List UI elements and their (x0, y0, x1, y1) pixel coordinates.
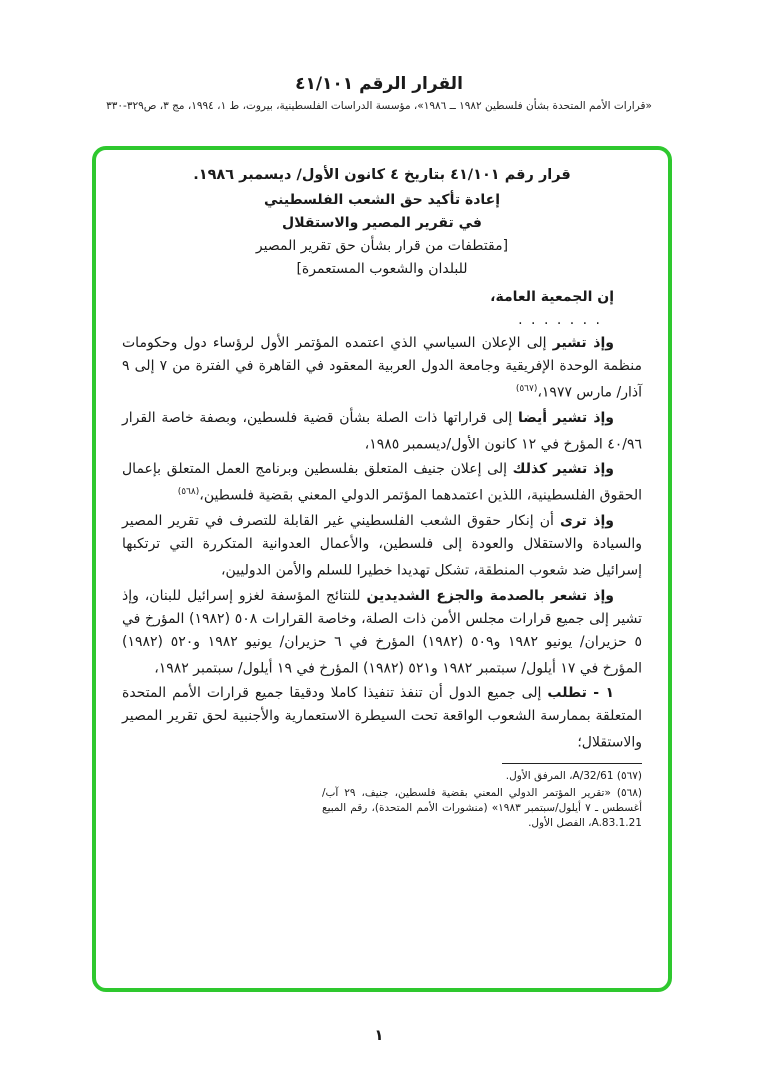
footnote-text: «تقرير المؤتمر الدولي المعني بقضية فلسطين، جنيف، ٢٩ آب/ أغسطس ـ ٧ أيلول/سبتمبر ١٩٨٣» (منشورات الأمم المتحدة)، رقم المبيع A.83.1.21، الفصل الأول. (322, 786, 642, 829)
resolution-heading: قرار رقم ٤١/١٠١ بتاريخ ٤ كانون الأول/ ديسمبر ١٩٨٦. (193, 167, 571, 183)
footnote-2 (322, 786, 642, 831)
paragraph-lead: وإذ تشير كذلك (512, 461, 614, 478)
preamble-paragraph-1 (122, 332, 642, 405)
paragraph-body: أن إنكار حقوق الشعب الفلسطيني غير القابلة للتصرف في تقرير المصير والسيادة والاستقلال والعودة إلى فلسطين، والأعمال العدوانية المتكررة التي ترتكبها إسرائيل ضد شعوب المنطقة، تشكل تهديدا خطيرا للسلم والأمن الدوليين، (122, 512, 642, 579)
bracket-note-line1: [مقتطفات من قرار بشأن حق تقرير المصير (255, 238, 509, 254)
paragraph-lead: وإذ تشعر بالصدمة والجزع الشديدين (366, 587, 614, 604)
resolution-title-line1: إعادة تأكيد حق الشعب الفلسطيني (263, 192, 501, 208)
preamble-paragraph-4 (122, 510, 642, 583)
bracket-note-line2: للبلدان والشعوب المستعمرة] (296, 261, 468, 277)
footnote-text: A/32/61، المرفق الأول. (505, 769, 614, 782)
resolution-number-title: القرار الرقم ٤١/١٠١ (295, 74, 463, 94)
footnotes-section (322, 769, 642, 831)
preamble-paragraph-5 (122, 585, 642, 681)
paragraph-lead: وإذ تشير (552, 335, 614, 351)
paragraph-body: إلى الإعلان السياسي الذي اعتمده المؤتمر الأول لرؤساء دول وحكومات منظمة الوحدة الإفريقية وجامعة الدول العربية المعقود في القاهرة في الفترة من ٧ إلى ٩ آذار/ مارس ١٩٧٧، (122, 335, 642, 401)
preamble-opening: إن الجمعية العامة، (490, 289, 614, 305)
paragraph-body: إلى قراراتها ذات الصلة بشأن قضية فلسطين، وبصفة خاصة القرار ٤٠/٩٦ المؤرخ في ١٢ كانون الأول/ديسمبر ١٩٨٥، (122, 409, 642, 453)
paragraph-lead: وإذ ترى (560, 512, 614, 529)
preamble-paragraph-3 (122, 458, 642, 508)
resolution-title-line2: في تقرير المصير والاستقلال (282, 215, 482, 231)
paragraph-body: للنتائج المؤسفة لغزو إسرائيل للبنان، وإذ تشير إلى جميع قرارات مجلس الأمن ذات الصلة، وخاصة القرارات ٥٠٨ (١٩٨٢) المؤرخ في ٥ حزيران/ يونيو ١٩٨٢ و٥٠٩ (١٩٨٢) المؤرخ في ٦ حزيران/ يونيو ١٩٨٢ و٥٢٠ (١٩٨٢) المؤرخ في ١٧ أيلول/ سبتمبر ١٩٨٢ و٥٢١ (١٩٨٢) المؤرخ في ١٩ أيلول/ سبتمبر ١٩٨٢، (122, 587, 642, 677)
footnote-ref: (٥٦٧) (515, 384, 538, 394)
paragraph-body: إلى إعلان جنيف المتعلق بفلسطين وبرنامج العمل المتعلق بإعمال الحقوق الفلسطينية، اللذين اعتمدهما المؤتمر الدولي المعني بقضية فلسطين، (122, 461, 642, 504)
page-number: ١ (374, 1026, 384, 1044)
preamble-paragraph-2 (122, 407, 642, 457)
ellipsis-dots: . . . . . . . (518, 312, 602, 328)
footnote-marker: (٥٦٨) (616, 786, 643, 799)
paragraph-body: إلى جميع الدول أن تنفذ تنفيذا كاملا ودقيقا جميع قرارات الأمم المتحدة المتعلقة بممارسة الشعوب الواقعة تحت السيطرة الاستعمارية والأجنبية لحق تقرير المصير والاستقلال؛ (122, 685, 642, 751)
footnote-separator (502, 763, 642, 764)
resolution-box (92, 146, 672, 992)
footnote-marker: (٥٦٧) (616, 769, 642, 782)
operative-paragraph-1 (122, 682, 642, 755)
footnote-ref: (٥٦٨) (177, 487, 200, 498)
source-citation: «قرارات الأمم المتحدة بشأن فلسطين ١٩٨٢ ــ ١٩٨٦»، مؤسسة الدراسات الفلسطينية، بيروت، ط ١، ١٩٩٤، مج ٣، ص٣٢٩-٣٣٠ (106, 100, 652, 112)
footnote-1 (322, 769, 642, 784)
document-header (0, 74, 758, 112)
paragraph-lead: ١ - تطلب (547, 685, 614, 702)
paragraph-lead: وإذ تشير أيضا (517, 409, 614, 426)
